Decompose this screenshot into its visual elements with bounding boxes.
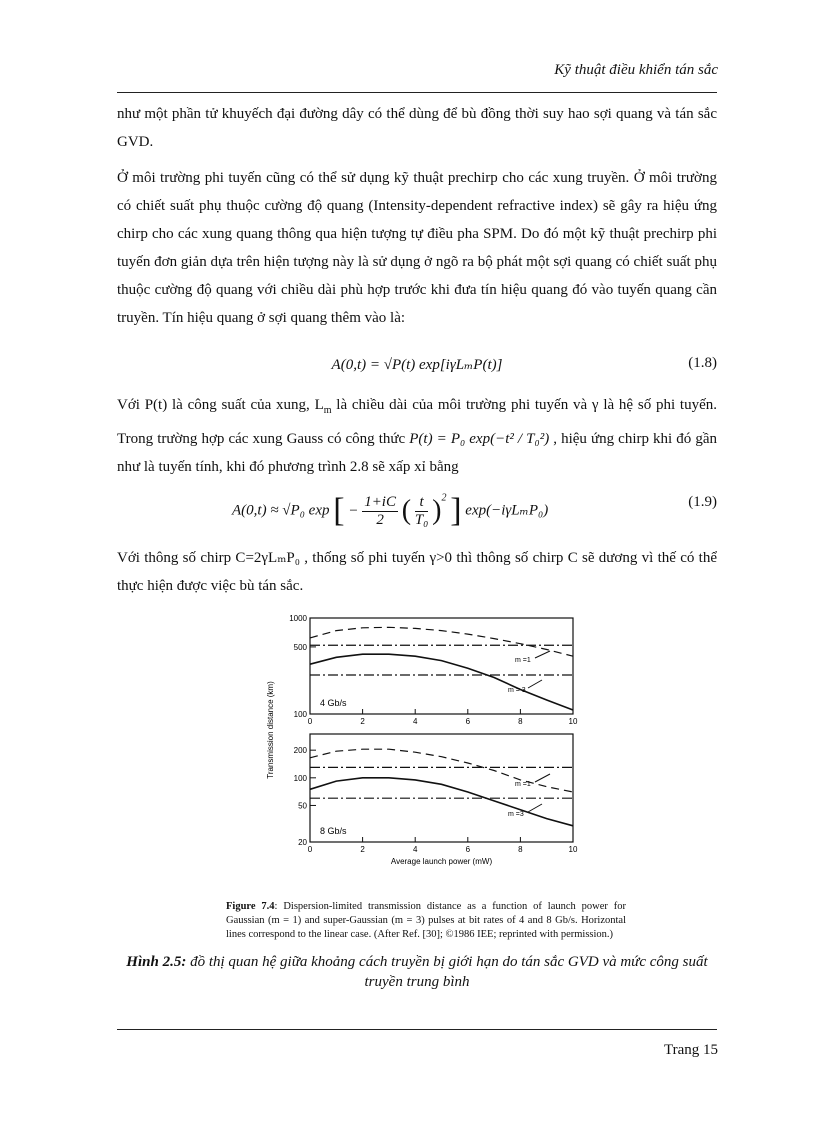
eq2-tnum: t: [415, 494, 429, 512]
figure-caption-vi-text: đồ thị quan hệ giữa khoảng cách truyền bị giới hạn do tán sắc GVD và mức công suất truyền trung bình: [186, 954, 708, 990]
panel-annotation-bottom: 8 Gb/s: [320, 826, 347, 836]
series-line-m-1: [310, 749, 573, 792]
x-tick-label-bottom: 6: [465, 845, 471, 854]
y-tick-label-bottom: 50: [298, 801, 307, 811]
eq2-den: 2: [376, 511, 384, 528]
panel-annotation-top: 4 Gb/s: [320, 698, 347, 708]
x-tick-label-bottom: 2: [360, 845, 365, 854]
equation-1-9: [117, 480, 717, 529]
eq2-rhs: exp(−iγLₘP₀): [465, 502, 549, 519]
x-tick-label-top: 6: [465, 717, 471, 726]
figure-caption-en: [226, 900, 626, 942]
page-number: Trang 15: [663, 1042, 718, 1058]
paragraph-3-text-c: , hiệu ứng chirp khi đó gần như là tuyến tính, khi đó phương trình 2.8 sẽ xấp xỉ bằng: [117, 431, 718, 475]
x-tick-label-top: 8: [518, 717, 523, 726]
y-tick-label-bottom: 200: [293, 746, 307, 756]
x-tick-label-top: 10: [568, 717, 578, 726]
paragraph-3-text-b: là chiều dài của môi trường phi tuyến và γ là hệ số phi tuyến. Trong trường hợp các xung Gauss có công thức: [117, 397, 717, 447]
series-label-m3-bottom: m =3: [508, 811, 524, 818]
equation-1-8-formula: A(0,t) = √P(t) exp[iγLₘP(t)]: [331, 357, 503, 373]
equation-1-9-formula: A(0,t) ≈ √P₀ exp [ − $\frac{1+iC}{2}$ ( $\frac{t}{\text{T₀}}$ )$^2$ ] exp(−iγLₘP₀): [232, 492, 549, 529]
x-tick-label-bottom: 8: [518, 845, 523, 854]
equation-1-8-number: (1.8): [688, 355, 717, 371]
paragraph-3-formula: P(t) = P₀ exp(−t² / T₀²): [409, 431, 550, 447]
eq2-tden: T₀: [414, 511, 429, 528]
x-tick-label-bottom: 10: [568, 845, 578, 854]
figure-caption-en-text: : Dispersion-limited transmission distance as a function of launch power for Gaussian (m = 1) and super-Gaussian (m = 3) pulses at bit rates of 4 and 8 Gb/s. Horizontal lines correspond to the linear case. (After Ref. [30]; ©1986 IEE; reprinted with permission.): [226, 901, 626, 940]
paragraph-3-text-a: Với P(t) là công suất của xung, L: [117, 397, 324, 413]
series-arrow-m1-top: [535, 651, 550, 658]
paragraph-3-sub-m: m: [323, 405, 332, 416]
x-tick-label-bottom: 0: [307, 845, 313, 854]
y-tick-label-bottom: 100: [293, 773, 307, 783]
series-label-m1-bottom: m =1: [515, 781, 531, 788]
equation-1-9-number: (1.9): [688, 494, 717, 510]
paragraph-4: Với thông số chirp C=2γLₘP₀ , thống số phi tuyến γ>0 thì thông số chirp C sẽ dương vì thế có thể thực hiện được việc bù tán sắc.: [117, 550, 717, 594]
paragraph-3: [117, 391, 717, 481]
figure-7-4-chart: [255, 608, 585, 888]
x-tick-label-top: 0: [307, 717, 313, 726]
series-label-m3-top: m = 3: [508, 687, 526, 694]
figure-caption-vi: [117, 952, 717, 992]
x-axis-label: Average launch power (mW): [390, 857, 493, 866]
series-arrow-m1-bottom: [535, 774, 550, 782]
y-axis-label: Transmission distance (km): [266, 681, 275, 779]
y-tick-label-top: 100: [293, 710, 307, 719]
x-tick-label-bottom: 4: [412, 845, 418, 854]
eq2-lhs: A(0,t) ≈ √P₀ exp: [232, 502, 330, 519]
y-tick-label-bottom: 20: [298, 838, 307, 847]
figure-caption-vi-label: Hình 2.5:: [126, 954, 187, 970]
series-line-m-3: [310, 778, 573, 826]
series-label-m1-top: m =1: [515, 657, 531, 664]
series-line-m-1: [310, 627, 573, 656]
equation-1-8: [117, 355, 717, 385]
x-tick-label-top: 2: [360, 717, 365, 726]
series-line-m-3: [310, 654, 573, 710]
y-tick-label-top: 500: [293, 642, 307, 652]
paragraph-1: như một phần tử khuyếch đại đường dây có thể dùng để bù đồng thời suy hao sợi quang và tán sắc GVD.: [117, 106, 717, 150]
header-title: Kỹ thuật điều khiển tán sắc: [554, 62, 718, 78]
x-tick-label-top: 4: [412, 717, 418, 726]
figure-caption-en-label: Figure 7.4: [226, 901, 275, 912]
series-arrow-m3-bottom: [528, 804, 542, 812]
panel-frame-top: [310, 618, 573, 714]
header-rule: [117, 92, 717, 93]
eq2-num: 1+iC: [364, 493, 396, 510]
y-tick-label-top: 1000: [289, 614, 307, 623]
series-arrow-m3-top: [528, 680, 542, 688]
footer-rule: [117, 1029, 717, 1030]
paragraph-2: Ở môi trường phi tuyến cũng có thể sử dụng kỹ thuật prechirp cho các xung truyền. Ở môi trường có chiết suất phụ thuộc cường độ quang (Intensity-dependent refractive index) sẽ gây ra hiệu ứng chirp cho các xung quang thông qua hiện tượng tự điều pha SPM. Do đó một kỹ thuật prechirp phi tuyến đơn giản dựa trên hiện tượng này là sử dụng ở ngõ ra bộ phát một sợi quang có chiết suất phụ thuộc cường độ quang với chiều dài phù hợp trước khi đưa tín hiệu quang đó vào tuyến quang cần truyền. Tín hiệu quang ở sợi quang thêm vào là:: [117, 170, 717, 326]
